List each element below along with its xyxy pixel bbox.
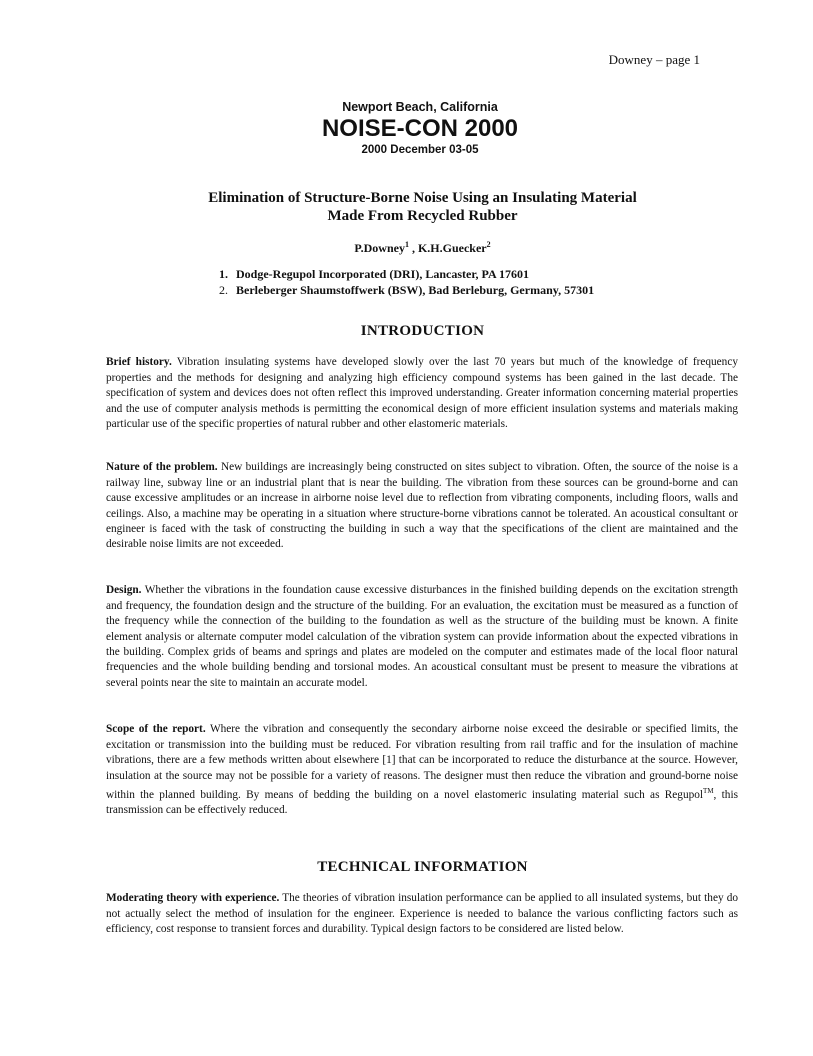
affiliation-item (200, 266, 660, 282)
author-2-affil: 2 (486, 240, 491, 249)
affiliation-number: 2. (219, 283, 228, 297)
author-separator: , (408, 241, 418, 255)
paragraph-body: Vibration insulating systems have developed slowly over the last 70 years but much of the knowledge of frequency properties and the methods for designing and analyzing high efficiency compound systems has been gained in the last decade. The specification of system and devices does not often reflect this improved understanding. Greater information concerning material properties and the use of computer analysis methods is permitting the economical design of more efficient insulation systems and materials making particular use of the specific properties of natural rubber and other elastomeric materials. (106, 356, 738, 430)
author-2: K.H.Guecker (417, 241, 487, 255)
affiliation-text: Dodge-Regupol Incorporated (DRI), Lancaster, PA 17601 (236, 267, 529, 281)
paragraph-lead: Moderating theory with experience. (106, 892, 280, 905)
paragraph-body: New buildings are increasingly being constructed on sites subject to vibration. Often, the source of the noise is a railway line, subway line or an industrial plant that is near the building. The vibration from these sources can be ground-borne and can cause excessive amplitudes or an increase in airborne noise level due to reflection from vibrating components, including floors, walls and ceilings. Also, a machine may be operating in a situation where structure-borne vibrations cannot be tolerated. An acoustical consultant or engineer is faced with the task of constructing the building in such a way that the specifications of the client are maintained and the desirable noise limits are not exceeded. (106, 461, 738, 551)
conference-dates: 2000 December 03-05 (361, 144, 479, 156)
title-line-1: Elimination of Structure-Borne Noise Using an Insulating Material (208, 190, 637, 206)
author-1: P.Downey (354, 241, 405, 255)
paragraph-design (106, 583, 738, 691)
paragraph-scope (106, 722, 738, 818)
paragraph-moderating (106, 891, 738, 937)
paragraph-lead: Nature of the problem. (106, 461, 218, 474)
technical-information-heading: TECHNICAL INFORMATION (317, 859, 528, 875)
title-line-2: Made From Recycled Rubber (327, 208, 518, 224)
conference-location: Newport Beach, California (342, 100, 498, 114)
paper-title (0, 189, 813, 225)
affiliation-text: Berleberger Shaumstoffwerk (BSW), Bad Berleburg, Germany, 57301 (236, 283, 595, 297)
paragraph-brief-history (106, 355, 738, 432)
author-1-affil: 1 (404, 240, 409, 249)
paragraph-lead: Scope of the report. (106, 723, 206, 736)
affiliation-item (200, 282, 660, 298)
trademark-mark: TM (703, 786, 714, 795)
introduction-heading: INTRODUCTION (360, 323, 485, 339)
paragraph-lead: Design. (106, 584, 142, 597)
affiliation-number: 1. (219, 267, 228, 281)
paragraph-body: Whether the vibrations in the foundation cause excessive disturbances in the finished building depends on the excitation strength and frequency, the foundation design and the structure of the building. For an evaluation, the excitation must be measured as a function of the frequency while the connection of the building to the foundation as well as the structure of the building must be known. A finite element analysis or alternate computer model calculation of the vibration system can provide information about the expected vibrations in the building. Complex grids of beams and springs and plates are modeled on the computer and estimates made of the local floor natural frequencies and the whole building bending and torsional modes. An acoustical consultant must be present to measure the vibrations at several points near the site to maintain an accurate model. (106, 584, 738, 689)
paragraph-nature-problem (106, 460, 738, 552)
paragraph-tail: , this transmission can be effectively reduced. (106, 788, 738, 817)
authors (0, 240, 813, 256)
page-header: Downey – page 1 (608, 52, 700, 67)
conference-block (0, 99, 813, 157)
conference-name: NOISE-CON 2000 (321, 115, 519, 142)
affiliations (200, 266, 660, 298)
paragraph-body: The theories of vibration insulation performance can be applied to all insulated systems, but they do not actually select the method of insulation for the engineer. Experience is needed to balance the various conflicting factors such as efficiency, cost response to transient forces and durability. Typical design factors to be considered are listed below. (106, 892, 738, 936)
paragraph-lead: Brief history. (106, 356, 172, 369)
paragraph-body: Where the vibration and consequently the secondary airborne noise exceed the desirable or specified limits, the excitation or transmission into the building must be reduced. For vibration resulting from rail traffic and for the insulation of machine vibrations, there are a few methods written about elsewhere [1] that can be incorporated to reduce the disturbance at the source. However, insulation at the source may not be possible for a variety of reasons. The designer must then reduce the vibration and ground-borne noise within the planned building. By means of bedding the building on a novel elastomeric insulating material such as Regupol (106, 723, 738, 801)
